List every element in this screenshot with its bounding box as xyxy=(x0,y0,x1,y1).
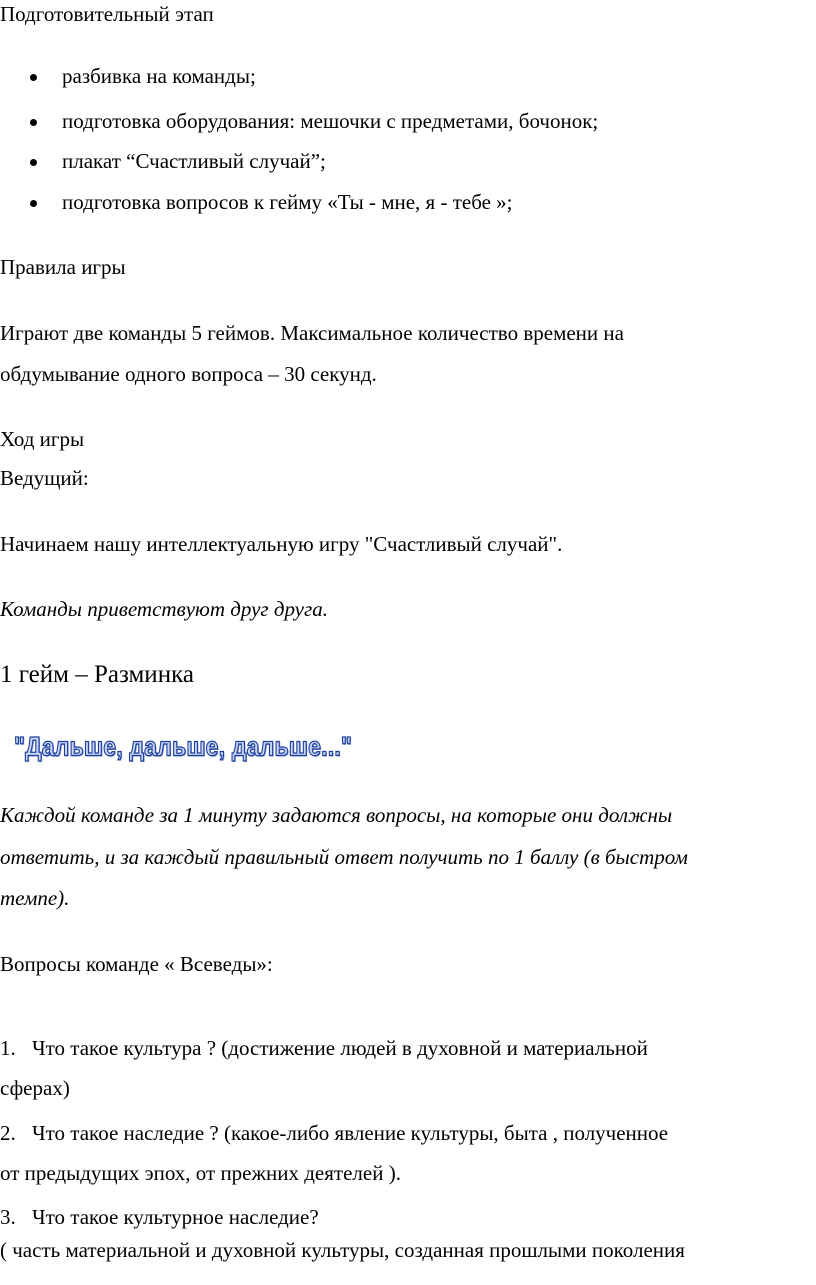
question-text: Что такое культура ? (достижение людей в духовной и материальной xyxy=(32,1036,648,1060)
host-label: Ведущий: xyxy=(0,466,89,490)
bullet-icon xyxy=(30,159,37,166)
question-item xyxy=(0,1119,668,1147)
question-item xyxy=(0,1203,319,1231)
question-number: 1. xyxy=(0,1036,16,1060)
game1-instruction-line: темпе). xyxy=(0,886,70,910)
question-number: 2. xyxy=(0,1121,16,1145)
bullet-icon xyxy=(30,119,37,126)
question-text: Что такое наследие ? (какое-либо явление культуры, быта , полученное xyxy=(32,1121,669,1145)
question-item xyxy=(0,1034,648,1062)
prep-heading: Подготовительный этап xyxy=(0,2,214,26)
game1-instruction-line: Каждой команде за 1 минуту задаются вопросы, на которые они должны xyxy=(0,803,673,827)
question-answer-line: от предыдущих эпох, от прежних деятелей ). xyxy=(0,1161,401,1185)
game1-heading: 1 гейм – Разминка xyxy=(0,661,194,688)
bullet-icon xyxy=(30,74,37,81)
game1-wordart-title: "Дальше, дальше, дальше..." xyxy=(14,731,353,762)
questions-heading: Вопросы команде « Всеведы»: xyxy=(0,952,273,976)
host-speech: Начинаем нашу интеллектуальную игру "Счастливый случай". xyxy=(0,532,563,556)
rules-text-line: обдумывание одного вопроса – 30 секунд. xyxy=(0,362,377,386)
question-answer-line: сферах) xyxy=(0,1076,70,1100)
rules-heading: Правила игры xyxy=(0,255,126,279)
question-answer-line: ( часть материальной и духовной культуры, созданная прошлыми поколения xyxy=(0,1238,685,1262)
rules-text-line: Играют две команды 5 геймов. Максимальное количество времени на xyxy=(0,321,624,345)
question-text: Что такое культурное наследие? xyxy=(32,1205,319,1229)
question-number: 3. xyxy=(0,1205,16,1229)
greeting-note: Команды приветствуют друг друга. xyxy=(0,597,328,621)
bullet-icon xyxy=(30,200,37,207)
game1-instruction-line: ответить, и за каждый правильный ответ получить по 1 баллу (в быстром xyxy=(0,845,688,869)
progress-heading: Ход игры xyxy=(0,427,85,451)
